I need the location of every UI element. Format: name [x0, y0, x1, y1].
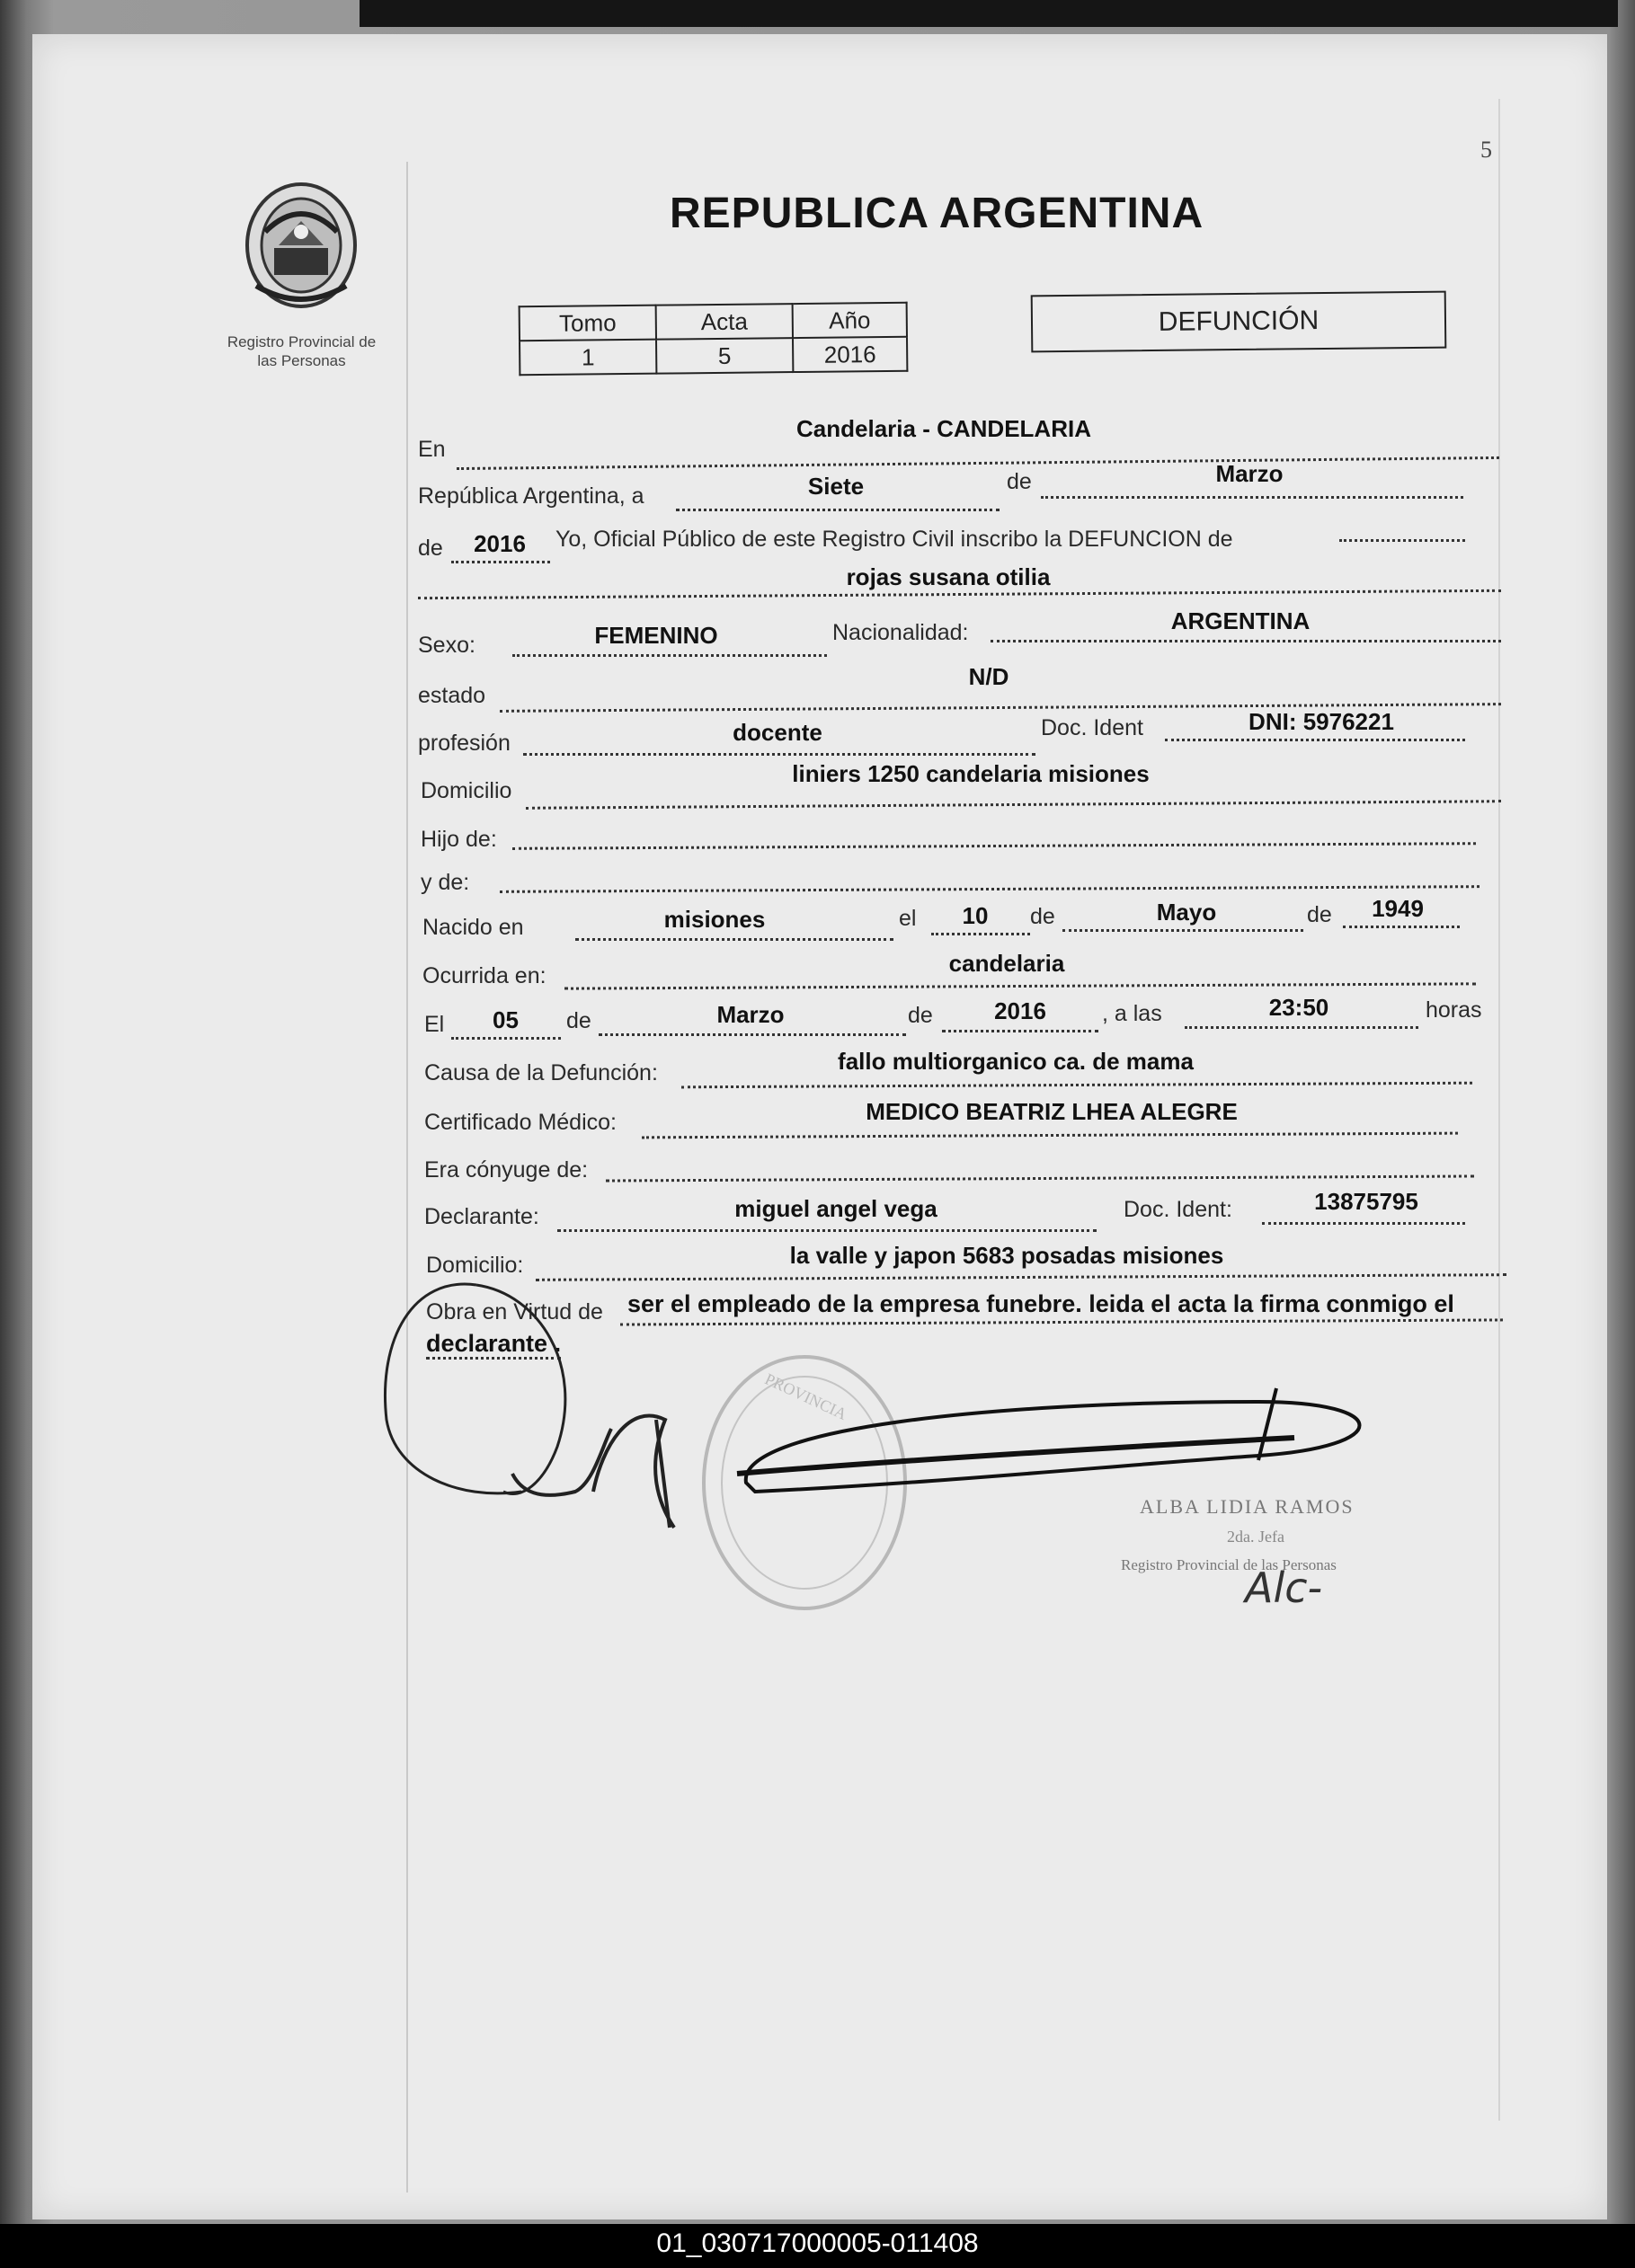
yde-label: y de:: [421, 870, 470, 895]
dia-value: Siete: [807, 473, 865, 500]
nac-anio-value: 1949: [1372, 895, 1424, 922]
nac-mes-value: Mayo: [1156, 899, 1217, 926]
official-office-stamp: Registro Provincial de las Personas: [1121, 1556, 1337, 1573]
yo-line: [1339, 539, 1465, 542]
margin-line: [406, 162, 408, 2193]
certificado-value: MEDICO BEATRIZ LHEA ALEGRE: [866, 1098, 1238, 1125]
obra-value: ser el empleado de la empresa funebre. leida el acta la firma conmigo el: [627, 1290, 1454, 1317]
estado-label: estado: [418, 683, 486, 708]
en-label: En: [418, 437, 446, 462]
registry-label: [205, 332, 398, 370]
nacido-label: Nacido en: [422, 915, 524, 940]
nacido-value: misiones: [663, 906, 766, 933]
nac-dia-value: 10: [962, 902, 989, 929]
deceased-name: rojas susana otilia: [846, 563, 1051, 590]
def-mes-value: Marzo: [716, 1001, 785, 1028]
obra-label: Obra en Virtud de: [426, 1299, 603, 1324]
mes-line: [1041, 496, 1463, 499]
nac-anio-line: [1343, 926, 1460, 928]
de3-label: de: [1030, 904, 1055, 929]
nacionalidad-line: [991, 640, 1501, 642]
anio-value: 2016: [793, 337, 907, 372]
de2-label: de: [418, 536, 443, 561]
def-dia-value: 05: [493, 1006, 519, 1033]
anio-header: Año: [793, 303, 907, 338]
margin-line-right: [1498, 99, 1500, 2121]
el2-label: El: [424, 1012, 445, 1037]
nacionalidad-value: ARGENTINA: [1170, 607, 1311, 634]
nac-dia-line: [931, 933, 1030, 935]
domicilio-value: liniers 1250 candelaria misiones: [792, 760, 1150, 787]
estado-value: N/D: [968, 663, 1009, 690]
nac-mes-line: [1062, 929, 1303, 932]
de4-label: de: [1307, 902, 1332, 927]
profesion-line: [523, 753, 1035, 756]
alas-label: , a las: [1102, 1001, 1162, 1026]
nacido-line: [575, 938, 893, 941]
handwritten-initials: Alc-: [1245, 1564, 1323, 1612]
profesion-value: docente: [733, 719, 822, 746]
nacionalidad-label: Nacionalidad:: [832, 620, 969, 645]
file-id: 01_030717000005-011408: [656, 2228, 979, 2258]
record-number-table: [519, 302, 909, 377]
anio-line: [451, 561, 550, 563]
el-label: el: [899, 906, 917, 931]
def-hora-value: 23:50: [1268, 994, 1329, 1021]
doc-value: DNI: 5976221: [1248, 708, 1394, 735]
page-number: 5: [1480, 137, 1492, 163]
doc2-label: Doc. Ident:: [1124, 1197, 1232, 1222]
profesion-label: profesión: [418, 731, 511, 756]
de-label: de: [1007, 469, 1032, 494]
def-anio-value: 2016: [994, 997, 1046, 1024]
certificado-label: Certificado Médico:: [424, 1110, 617, 1135]
sexo-value: FEMENINO: [594, 622, 718, 649]
doc-label: Doc. Ident: [1041, 715, 1143, 740]
declarante-label: Declarante:: [424, 1204, 539, 1229]
sexo-line: [512, 654, 827, 657]
def-hora-line: [1185, 1026, 1418, 1029]
registry-label-line2: las Personas: [257, 352, 346, 369]
record-type-box: DEFUNCIÓN: [1031, 291, 1447, 353]
tomo-value: 1: [520, 340, 656, 376]
acta-header: Acta: [656, 304, 793, 340]
scan-top-edge: [360, 0, 1618, 27]
domicilio2-label: Domicilio:: [426, 1253, 524, 1278]
domicilio-label: Domicilio: [421, 778, 512, 803]
de5-label: de: [566, 1008, 591, 1033]
declarante-value: miguel angel vega: [734, 1195, 937, 1222]
conyuge-label: Era cónyuge de:: [424, 1157, 589, 1183]
doc2-value: 13875795: [1314, 1188, 1418, 1215]
ocurrida-label: Ocurrida en:: [422, 963, 546, 988]
page-title: REPUBLICA ARGENTINA: [670, 190, 1204, 237]
province-seal-icon: [238, 178, 364, 313]
en-value: Candelaria - CANDELARIA: [796, 415, 1091, 442]
causa-label: Causa de la Defunción:: [424, 1060, 658, 1085]
official-role-stamp: 2da. Jefa: [1227, 1528, 1284, 1546]
def-mes-line: [599, 1033, 906, 1036]
de6-label: de: [908, 1003, 933, 1028]
mes-value: Marzo: [1215, 460, 1284, 487]
official-name-stamp: ALBA LIDIA RAMOS: [1140, 1495, 1355, 1518]
obra-value-line2: declarante .: [426, 1330, 562, 1357]
def-anio-line: [942, 1030, 1098, 1032]
tomo-header: Tomo: [520, 306, 656, 341]
dia-line: [676, 509, 1000, 511]
anio-value-field: 2016: [474, 530, 526, 557]
domicilio2-value: la valle y japon 5683 posadas misiones: [789, 1242, 1224, 1269]
causa-value: fallo multiorganico ca. de mama: [838, 1048, 1194, 1075]
def-dia-line: [451, 1037, 561, 1040]
ocurrida-value: candelaria: [948, 950, 1065, 977]
svg-text:PROVINCIA: PROVINCIA: [761, 1369, 850, 1423]
doc2-line: [1262, 1222, 1465, 1225]
republica-label: República Argentina, a: [418, 483, 644, 509]
declarante-line: [557, 1229, 1097, 1232]
acta-value: 5: [656, 338, 793, 374]
hijo-label: Hijo de:: [421, 827, 497, 852]
sexo-label: Sexo:: [418, 633, 475, 658]
registry-label-line1: Registro Provincial de: [227, 333, 377, 350]
doc-line: [1165, 739, 1465, 741]
horas-label: horas: [1426, 997, 1482, 1023]
yo-text: Yo, Oficial Público de este Registro Civil inscribo la DEFUNCION de: [555, 527, 1233, 552]
